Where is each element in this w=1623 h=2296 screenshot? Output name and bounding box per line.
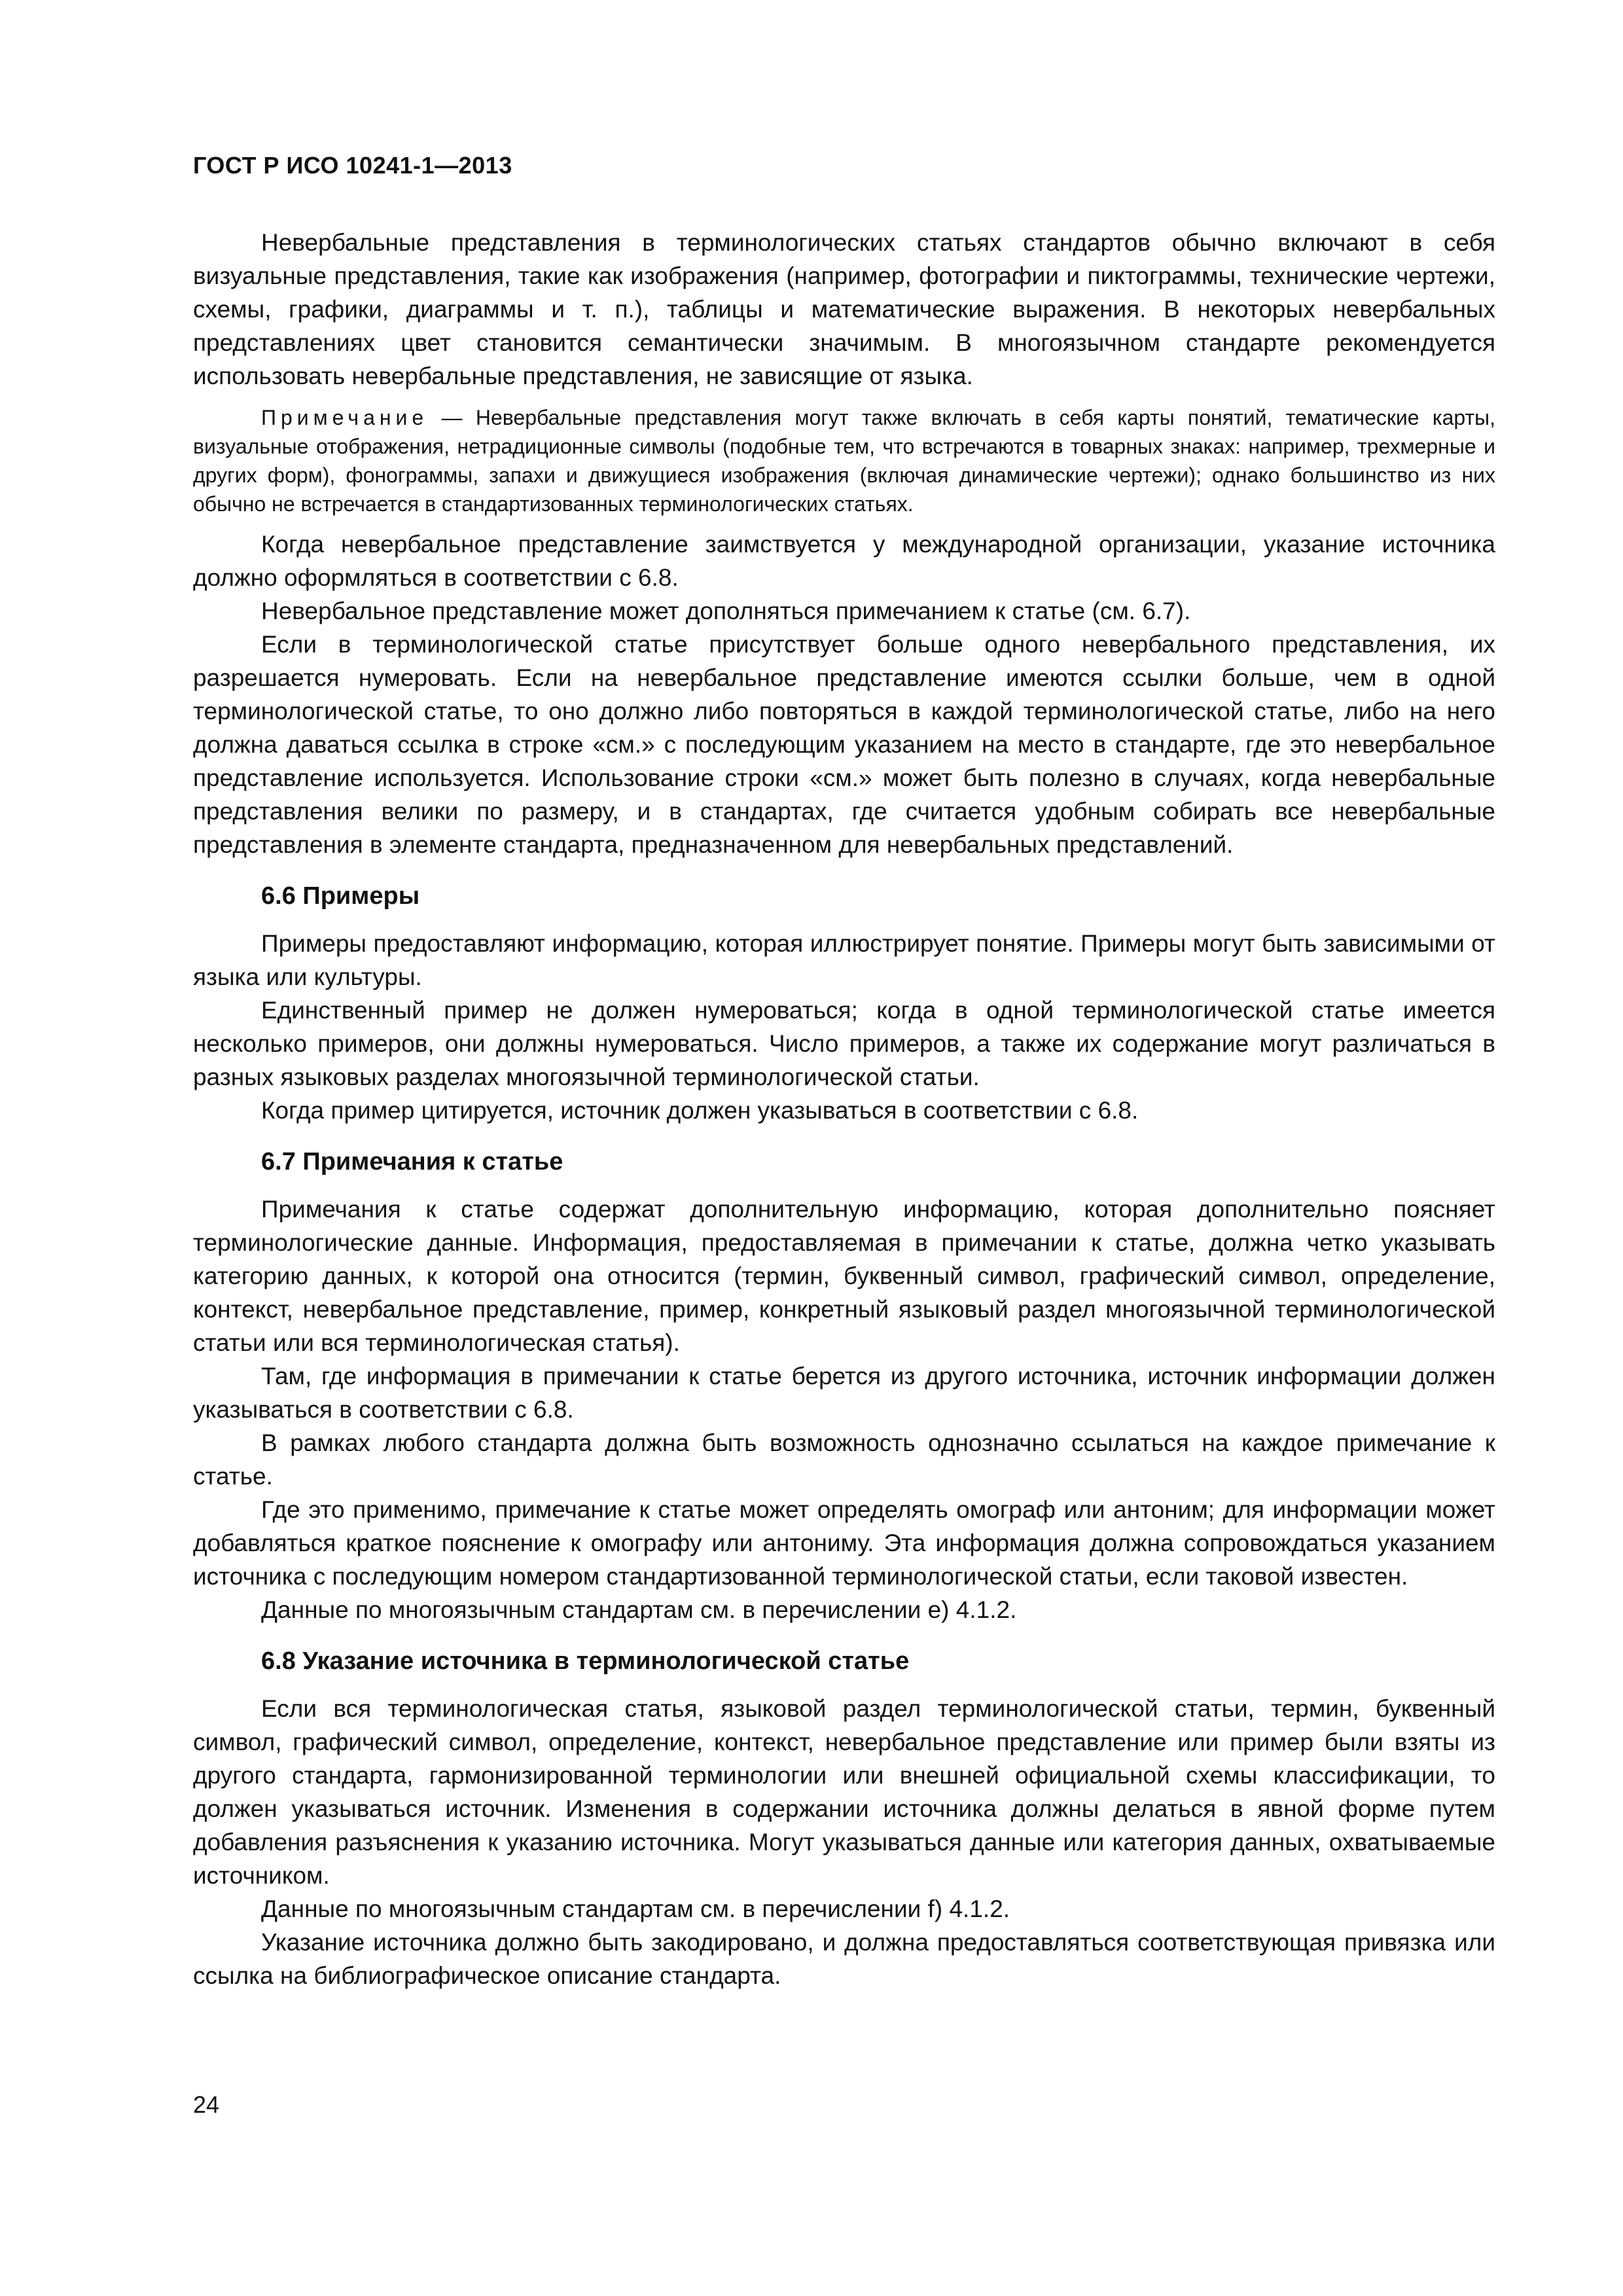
document-code-header: ГОСТ Р ИСО 10241-1—2013 xyxy=(193,152,512,179)
section-6-8-paragraph-1: Если вся терминологическая статья, языковой раздел терминологической статьи, термин, буквенный символ, графический символ, определение, контекст, невербальное представление или пример были взяты из другого стандарта, гармонизированной терминологии или внешней официальной схемы классификации, то должен указываться источник. Изменения в содержании источника должны делаться в явной форме путем добавления разъяснения к указанию источника. Могут указываться данные или категория данных, охватываемые источником. xyxy=(193,1695,1495,1889)
section-6-7-paragraph-1: Примечания к статье содержат дополнительную информацию, которая дополнительно поясняет терминологические данные. Информация, предоставляемая в примечании к статье, должна четко указывать категорию данных, к которой она относится (термин, буквенный символ, графический символ, определение, контекст, невербальное представление, пример, конкретный языковый раздел многоязычной терминологической статьи или вся терминологическая статья). xyxy=(193,1196,1495,1356)
section-6-6-paragraph-1: Примеры предоставляют информацию, которая иллюстрирует понятие. Примеры могут быть зависимыми от языка или культуры. xyxy=(193,930,1495,990)
section-6-7-paragraph-2: Там, где информация в примечании к статье берется из другого источника, источник информации должен указываться в соответствии с 6.8. xyxy=(193,1363,1495,1423)
section-6-7-paragraph-3: В рамках любого стандарта должна быть возможность однозначно ссылаться на каждое примечание к статье. xyxy=(193,1429,1495,1490)
section-6-7-heading: 6.7 Примечания к статье xyxy=(261,1148,563,1175)
intro-paragraph-2: Когда невербальное представление заимствуется у международной организации, указание источника должно оформляться в соответствии с 6.8. xyxy=(193,531,1495,591)
note xyxy=(193,403,1495,518)
section-6-6-paragraph-3: Когда пример цитируется, источник должен указываться в соответствии с 6.8. xyxy=(261,1097,1139,1124)
intro-paragraph-4: Если в терминологической статье присутствует больше одного невербального представления, их разрешается нумеровать. Если на невербальное представление имеются ссылки больше, чем в одной терминологической статье, то оно должно либо повторяться в каждой терминологической статье, либо на него должна даваться ссылка в строке «см.» с последующим указанием на место в стандарте, где это невербальное представление используется. Использование строки «см.» может быть полезно в случаях, когда невербальные представления велики по размеру, и в стандартах, где считается удобным собирать все невербальные представления в элементе стандарта, предназначенном для невербальных представлений. xyxy=(193,631,1495,858)
section-6-6-heading: 6.6 Примеры xyxy=(261,882,420,910)
section-6-6-paragraph-2: Единственный пример не должен нумероваться; когда в одной терминологической статье имеется несколько примеров, они должны нумероваться. Число примеров, а также их содержание могут различаться в разных языковых разделах многоязычной терминологической статьи. xyxy=(193,997,1495,1090)
page-number: 24 xyxy=(193,2091,220,2118)
section-6-8-paragraph-2: Данные по многоязычным стандартам см. в перечислении f) 4.1.2. xyxy=(261,1895,1010,1922)
section-6-7-paragraph-5: Данные по многоязычным стандартам см. в перечислении е) 4.1.2. xyxy=(261,1596,1017,1623)
note-text: — Невербальные представления могут также включать в себя карты понятий, тематические карты, визуальные отображения, нетрадиционные символы (подобные тем, что встречаются в товарных знаках: например, трехмерные и других форм), фонограммы, запахи и движущиеся изображения (включая динамические чертежи); однако большинство из них обычно не встречается в стандартизованных терминологических статьях. xyxy=(193,406,1495,516)
section-6-7-paragraph-4: Где это применимо, примечание к статье может определять омограф или антоним; для информации может добавляться краткое пояснение к омографу или антониму. Эта информация должна сопровождаться указанием источника с последующим номером стандартизованной терминологической статьи, если таковой известен. xyxy=(193,1496,1495,1590)
page-body xyxy=(193,226,1495,1992)
intro-paragraph-3: Невербальное представление может дополняться примечанием к статье (см. 6.7). xyxy=(261,598,1191,624)
section-6-8-paragraph-3: Указание источника должно быть закодировано, и должна предоставляться соответствующая привязка или ссылка на библиографическое описание стандарта. xyxy=(193,1929,1495,1989)
section-6-8-heading: 6.8 Указание источника в терминологической статье xyxy=(261,1647,910,1675)
note-label: Примечание xyxy=(261,406,429,429)
intro-paragraph-1: Невербальные представления в терминологических статьях стандартов обычно включают в себя визуальные представления, такие как изображения (например, фотографии и пиктограммы, технические чертежи, схемы, графики, диаграммы и т. п.), таблицы и математические выражения. В некоторых невербальных представлениях цвет становится семантически значимым. В многоязычном стандарте рекомендуется использовать невербальные представления, не зависящие от языка. xyxy=(193,229,1495,389)
